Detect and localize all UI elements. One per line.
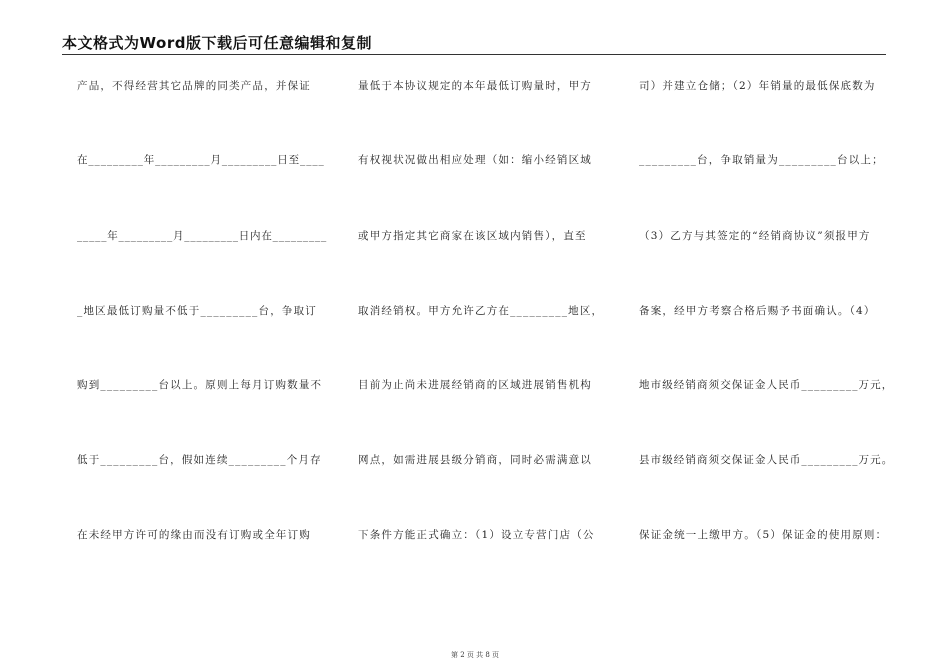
text-line: _________台，争取销量为_________台以上； bbox=[639, 154, 884, 166]
header-rule bbox=[62, 54, 886, 55]
text-line: （3）乙方与其签定的“经销商协议”须报甲方 bbox=[639, 230, 871, 242]
text-line: 下条件方能正式确立：（1）设立专营门店（公 bbox=[358, 529, 595, 541]
text-line: 保证金统一上缴甲方。（5）保证金的使用原则： bbox=[639, 529, 888, 541]
text-line: 或甲方指定其它商家在该区域内销售），直至 bbox=[358, 230, 587, 242]
text-line: 量低于本协议规定的本年最低订购量时，甲方 bbox=[358, 80, 592, 92]
text-line: 产品，不得经营其它品牌的同类产品，并保证 bbox=[77, 80, 311, 92]
text-line: 购到_________台以上。原则上每月订购数量不 bbox=[77, 379, 323, 391]
text-line: 备案，经甲方考察合格后赐予书面确认。（4） bbox=[639, 305, 876, 317]
text-line: 司）并建立仓储；（2）年销量的最低保底数为 bbox=[639, 80, 876, 92]
text-line: 在未经甲方许可的缘由而没有订购或全年订购 bbox=[77, 529, 311, 541]
text-line: 网点，如需进展县级分销商，同时必需满意以 bbox=[358, 454, 592, 466]
document-header: 本文格式为Word版下载后可任意编辑和复制 bbox=[62, 34, 372, 52]
text-line: 低于_________台，假如连续_________个月存 bbox=[77, 454, 322, 466]
text-line: 在_________年_________月_________日至____ bbox=[77, 154, 325, 166]
text-line: _____年_________月_________日内在_________ bbox=[77, 230, 328, 242]
text-line: 地市级经销商须交保证金人民币_________万元， bbox=[639, 379, 894, 391]
text-line: 目前为止尚未进展经销商的区域进展销售机构 bbox=[358, 379, 592, 391]
page-number: 第 2 页 共 8 页 bbox=[450, 651, 500, 659]
text-line: _地区最低订购量不低于_________台，争取订 bbox=[77, 305, 317, 317]
text-line: 有权视状况做出相应处理（如：缩小经销区域 bbox=[358, 154, 592, 166]
text-line: 县市级经销商须交保证金人民币_________万元。 bbox=[639, 454, 894, 466]
text-line: 取消经销权。甲方允许乙方在_________地区， bbox=[358, 305, 604, 317]
